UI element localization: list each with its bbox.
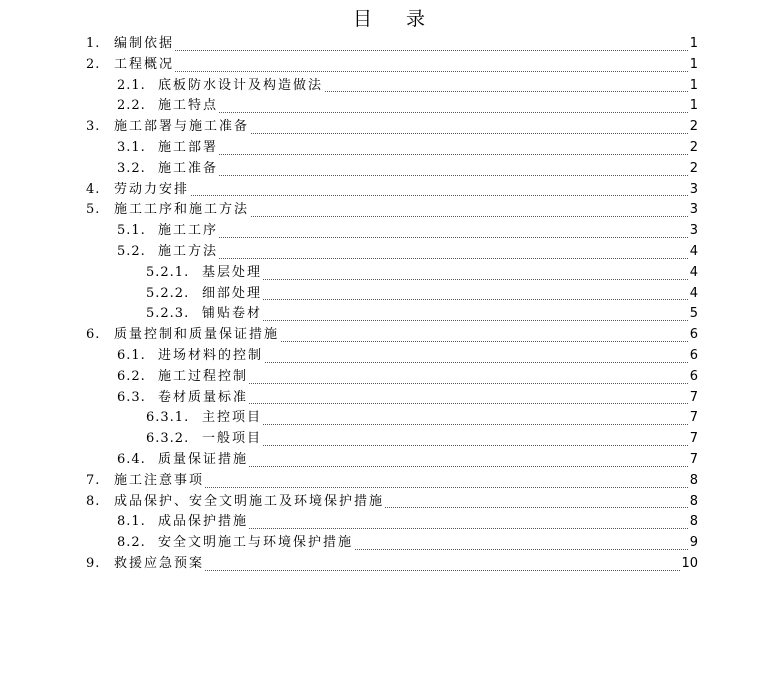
toc-entry-number: 2. xyxy=(86,56,101,72)
toc-entry-title: 施工部署 xyxy=(158,138,219,159)
toc-entry-number: 5.1. xyxy=(117,223,146,239)
toc-title: 目 录 xyxy=(352,8,440,30)
toc-entry-page: 1 xyxy=(689,76,698,97)
toc-entry-title: 基层处理 xyxy=(202,263,263,284)
toc-entry-title: 救援应急预案 xyxy=(114,554,205,575)
dot-leader xyxy=(158,238,694,259)
toc-entry-title: 质量控制和质量保证措施 xyxy=(114,325,280,346)
dot-leader xyxy=(202,280,694,301)
toc-entry-number: 1. xyxy=(86,36,101,51)
toc-entry-page: 7 xyxy=(689,429,698,450)
toc-entry-title: 安全文明施工与环境保护措施 xyxy=(158,533,354,554)
toc-entry-page: 3 xyxy=(689,200,698,221)
toc-entry-number: 6.1. xyxy=(117,347,146,363)
toc-entry-number: 8.2. xyxy=(117,535,146,551)
toc-entry-page: 2 xyxy=(689,138,698,159)
toc-entry-page: 4 xyxy=(689,242,698,263)
toc-entry-page: 6 xyxy=(689,325,698,346)
toc-entry[interactable] xyxy=(0,554,778,575)
toc-entry-title: 成品保护、安全文明施工及环境保护措施 xyxy=(114,492,385,513)
toc-entry-page: 3 xyxy=(689,180,698,201)
toc-entry-page: 9 xyxy=(689,533,698,554)
toc-entry-title: 劳动力安排 xyxy=(114,180,190,201)
toc-entry-title: 施工方法 xyxy=(158,242,219,263)
toc-entry-number: 5.2. xyxy=(117,243,146,259)
toc-entry-page: 7 xyxy=(689,408,698,429)
dot-leader xyxy=(114,51,694,72)
toc-entry-page: 8 xyxy=(689,512,698,533)
toc-entry-page: 1 xyxy=(689,96,698,117)
toc-entry-title: 施工准备 xyxy=(158,159,219,180)
toc-entry-title: 卷材质量标准 xyxy=(158,388,249,409)
toc-entry-number: 5. xyxy=(86,202,101,218)
toc-entry-title: 主控项目 xyxy=(202,408,263,429)
toc-entry-number: 9. xyxy=(86,555,101,571)
toc-entry-number: 6.2. xyxy=(117,368,146,384)
dot-leader xyxy=(158,155,694,176)
toc-entry-number: 6. xyxy=(86,327,101,343)
toc-entry-number: 2.1. xyxy=(117,77,146,93)
toc-entry-number: 7. xyxy=(86,472,101,488)
toc-entry-page: 6 xyxy=(689,367,698,388)
toc-entry-title: 一般项目 xyxy=(202,429,263,450)
toc-entry-page: 8 xyxy=(689,471,698,492)
toc-entry-number: 6.3.2. xyxy=(146,431,190,447)
toc-entry-page: 1 xyxy=(689,55,698,76)
toc-entry-title: 施工注意事项 xyxy=(114,471,205,492)
toc-entry-page: 4 xyxy=(689,284,698,305)
toc-entry-title: 成品保护措施 xyxy=(158,512,249,533)
dot-leader xyxy=(202,300,694,321)
toc-entry-title: 进场材料的控制 xyxy=(158,346,264,367)
toc-entry-page: 7 xyxy=(689,450,698,471)
toc-entry-title: 底板防水设计及构造做法 xyxy=(158,76,324,97)
toc-entry-title: 编制依据 xyxy=(114,34,175,55)
table-of-contents xyxy=(0,34,778,575)
toc-entry-number: 5.2.3. xyxy=(146,306,190,322)
toc-entry-page: 3 xyxy=(689,221,698,242)
toc-entry-title: 施工特点 xyxy=(158,96,219,117)
toc-entry-number: 8.1. xyxy=(117,514,146,530)
toc-entry-number: 6.4. xyxy=(117,451,146,467)
toc-entry-page: 2 xyxy=(689,159,698,180)
toc-entry-title: 施工工序 xyxy=(158,221,219,242)
toc-entry-page: 5 xyxy=(689,304,698,325)
toc-entry-number: 3.1. xyxy=(117,139,146,155)
toc-entry-number: 5.2.1. xyxy=(146,264,190,280)
toc-entry-number: 6.3. xyxy=(117,389,146,405)
toc-entry-title: 施工部署与施工准备 xyxy=(114,117,250,138)
toc-entry-page: 10 xyxy=(680,554,698,575)
dot-leader xyxy=(202,259,694,280)
toc-entry-number: 4. xyxy=(86,181,101,197)
toc-entry-page: 7 xyxy=(689,388,698,409)
toc-entry-number: 3. xyxy=(86,119,101,135)
toc-entry-title: 施工过程控制 xyxy=(158,367,249,388)
toc-entry-number: 3.2. xyxy=(117,160,146,176)
toc-entry-page: 8 xyxy=(689,492,698,513)
toc-entry-number: 5.2.2. xyxy=(146,285,190,301)
toc-entry-title: 细部处理 xyxy=(202,284,263,305)
toc-entry-page: 6 xyxy=(689,346,698,367)
toc-entry-title: 工程概况 xyxy=(114,55,175,76)
toc-entry-title: 铺贴卷材 xyxy=(202,304,263,325)
dot-leader xyxy=(202,404,694,425)
toc-entry-page: 4 xyxy=(689,263,698,284)
toc-entry-number: 8. xyxy=(86,493,101,509)
toc-entry-page: 1 xyxy=(689,34,698,55)
toc-entry-number: 2.2. xyxy=(117,98,146,114)
toc-entry-page: 2 xyxy=(689,117,698,138)
toc-entry-title: 质量保证措施 xyxy=(158,450,249,471)
dot-leader xyxy=(114,30,694,51)
toc-entry-title: 施工工序和施工方法 xyxy=(114,200,250,221)
dot-leader xyxy=(202,425,694,446)
toc-entry-number: 6.3.1. xyxy=(146,410,190,426)
